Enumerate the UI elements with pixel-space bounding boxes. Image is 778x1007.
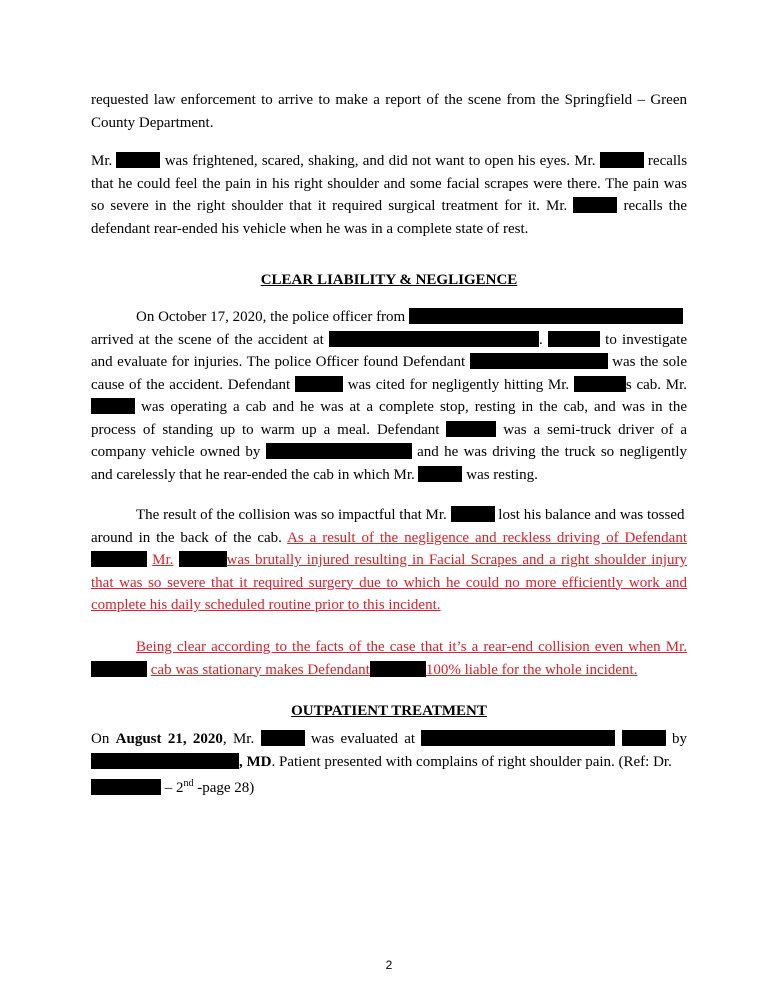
paragraph-injuries: [91, 150, 687, 240]
text-fragment: and he was driving the truck so negligently: [417, 444, 688, 460]
paragraph-report: [91, 89, 687, 134]
text-line: [91, 751, 687, 774]
highlighted-line: complete his daily scheduled routine prior to this incident.: [91, 597, 441, 613]
highlighted-text: As a result of the negligence and reckless driving of Defendant: [287, 529, 687, 546]
redaction-block: [370, 661, 426, 677]
text-fragment: recalls the: [623, 198, 688, 214]
date-text: August 21, 2020: [115, 731, 223, 747]
text-fragment: The result of the collision was so impactful that Mr.: [136, 507, 447, 523]
text-fragment: was the sole: [612, 354, 687, 370]
text-fragment: and evaluate for injuries. The police Officer found Defendant: [91, 354, 466, 370]
text-line: [91, 195, 687, 218]
paragraph-conclusion: [91, 636, 687, 681]
text-line: [91, 396, 687, 419]
text-line: [91, 464, 687, 487]
text-fragment: and carelessly that he rear-ended the cab in which Mr.: [91, 466, 415, 483]
redaction-block: [418, 466, 462, 482]
redaction-block: [409, 308, 683, 324]
text-line: [91, 150, 687, 173]
text-line: [91, 527, 687, 550]
text-fragment: by: [672, 731, 688, 747]
redaction-block: [295, 376, 343, 392]
text-fragment: was frightened, scared, shaking, and did not want to open his eyes. Mr.: [164, 153, 596, 169]
text-line: [91, 549, 687, 572]
text-line: [91, 773, 687, 800]
text-line: requested law enforcement to arrive to make a report of the scene from the Springfield – Green: [91, 92, 687, 108]
text-line: [91, 374, 687, 397]
redaction-block: [91, 398, 135, 414]
redaction-block: [600, 152, 644, 168]
text-line: [91, 419, 687, 442]
credential-text: , MD: [239, 753, 272, 770]
highlighted-text: was brutally injured resulting in Facial Scrapes and a right shoulder injury: [226, 552, 688, 568]
text-line: [91, 351, 687, 374]
text-line: [91, 728, 687, 751]
text-line: [91, 329, 687, 352]
text-fragment: -page 28): [193, 780, 255, 796]
text-fragment: recalls: [647, 153, 688, 169]
section-heading-liability: CLEAR LIABILITY & NEGLIGENCE: [260, 272, 518, 288]
redaction-block: [470, 353, 608, 369]
paragraph-outpatient: [91, 728, 687, 800]
text-fragment: company vehicle owned by: [91, 444, 261, 460]
text-fragment: lost his balance and was tossed: [498, 507, 685, 523]
text-fragment: .: [539, 331, 543, 348]
text-fragment: s cab. Mr.: [625, 376, 688, 393]
redaction-block: [91, 753, 239, 769]
redaction-block: [91, 551, 147, 567]
text-fragment: so severe in the right shoulder that it required surgical treatment for it. Mr.: [91, 198, 568, 214]
superscript: nd: [183, 778, 194, 789]
redaction-block: [573, 197, 617, 213]
redaction-block: [446, 421, 496, 437]
redaction-block: [261, 730, 305, 746]
redaction-block: [179, 551, 227, 567]
text-line: [91, 504, 687, 527]
highlighted-line: that was so severe that it required surgery due to which he could no more efficiently work and: [91, 574, 687, 591]
redaction-block: [116, 152, 160, 168]
text-line: County Department.: [91, 114, 214, 131]
text-fragment: – 2: [164, 780, 184, 796]
text-fragment: was cited for negligently hitting Mr.: [347, 376, 570, 393]
text-fragment: , Mr.: [222, 731, 255, 747]
text-fragment: process of standing up to warm up a meal. Defendant: [91, 421, 440, 438]
text-fragment: On October 17, 2020, the police officer from: [136, 309, 406, 325]
text-line: [91, 659, 687, 682]
text-fragment: was evaluated at: [310, 731, 416, 747]
redaction-block: [421, 730, 615, 746]
text-fragment: was operating a cab and he was at a complete stop, resting in the cab, and was in the: [141, 399, 688, 415]
text-fragment: was resting.: [466, 466, 538, 483]
text-line: defendant rear-ended his vehicle when he was in a complete state of rest.: [91, 220, 529, 237]
highlighted-text: 100% liable for the whole incident.: [425, 661, 638, 678]
redaction-block: [548, 331, 600, 347]
page-number: 2: [385, 958, 393, 972]
text-fragment: was a semi-truck driver of a: [503, 421, 687, 438]
text-fragment: cause of the accident. Defendant: [91, 376, 291, 393]
text-line: [91, 441, 687, 464]
highlighted-text: cab was stationary makes Defendant: [150, 661, 370, 678]
text-fragment: . Patient presented with complains of right shoulder pain. (Ref: Dr.: [271, 753, 672, 770]
text-line: that he could feel the pain in his right shoulder and some facial scrapes were there. The pain was: [91, 175, 687, 192]
paragraph-liability: [91, 306, 687, 486]
text-line: [91, 306, 687, 329]
highlighted-text: Being clear according to the facts of the case that it’s a rear-end collision even when Mr.: [136, 639, 687, 655]
text-fragment: to investigate: [605, 331, 688, 348]
redaction-block: [329, 331, 539, 347]
redaction-block: [451, 506, 495, 522]
redaction-block: [266, 443, 412, 459]
section-heading-outpatient: OUTPATIENT TREATMENT: [291, 703, 487, 719]
redaction-block: [622, 730, 666, 746]
text-line: [91, 636, 687, 659]
redaction-block: [574, 376, 626, 392]
highlighted-text: Mr.: [152, 552, 174, 568]
text-fragment: around in the back of the cab.: [91, 529, 282, 546]
text-fragment: On: [91, 731, 110, 747]
redaction-block: [91, 779, 161, 795]
text-fragment: arrived at the scene of the accident at: [91, 331, 324, 348]
redaction-block: [91, 661, 147, 677]
text-fragment: Mr.: [91, 153, 113, 169]
paragraph-collision: [91, 504, 687, 617]
